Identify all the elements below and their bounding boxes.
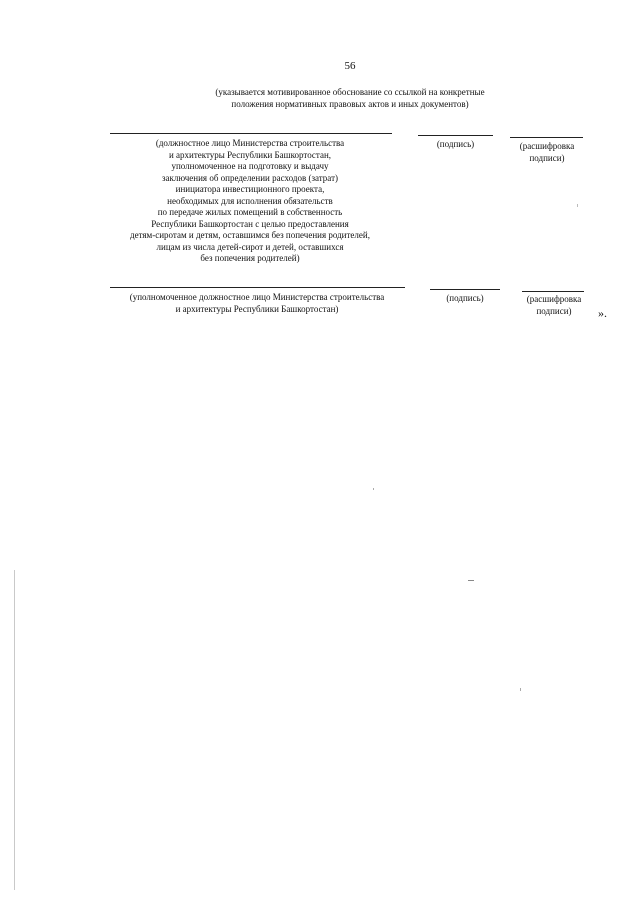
official-line-2 <box>110 287 405 288</box>
justification-note: (указывается мотивированное обоснование со ссылкой на конкретные положения нормативных правовых актов и иных документов) <box>215 87 485 109</box>
decoding-line-2 <box>522 291 584 292</box>
official-line-1 <box>110 133 392 134</box>
official-caption-2: (уполномоченное должностное лицо Министерства строительства и архитектуры Республики Башкортостан) <box>129 292 385 314</box>
signature-line-1 <box>418 135 493 136</box>
closing-quote: ». <box>598 306 607 320</box>
scan-speck-2 <box>373 488 374 490</box>
scan-speck-3 <box>520 688 521 691</box>
scan-speck-1 <box>468 580 474 581</box>
decoding-line-1 <box>510 137 583 138</box>
scan-margin-line <box>14 570 15 890</box>
signature-caption-1: (подпись) <box>436 139 475 149</box>
signature-line-2 <box>430 289 500 290</box>
decoding-caption-1: (расшифровка подписи) <box>519 141 575 163</box>
signature-caption-2: (подпись) <box>446 293 484 303</box>
official-caption-1: (должностное лицо Министерства строительства и архитектуры Республики Башкортостан, уполномоченное на подготовку и выдачу заключения об определении расходов (затрат) инициатора инвестиционного проекта, необходимых для исполнения обязательств по передаче жилых помещений в собственность Республики Башкортостан с целью предоставления детям-сиротам и детям, оставшимся без попечения родителей, лицам из числа детей-сирот и детей, оставшихся без попечения родителей) <box>130 138 370 263</box>
scan-speck-4 <box>577 204 578 207</box>
decoding-caption-2: (расшифровка подписи) <box>526 294 582 316</box>
page-number: 56 <box>344 60 356 72</box>
